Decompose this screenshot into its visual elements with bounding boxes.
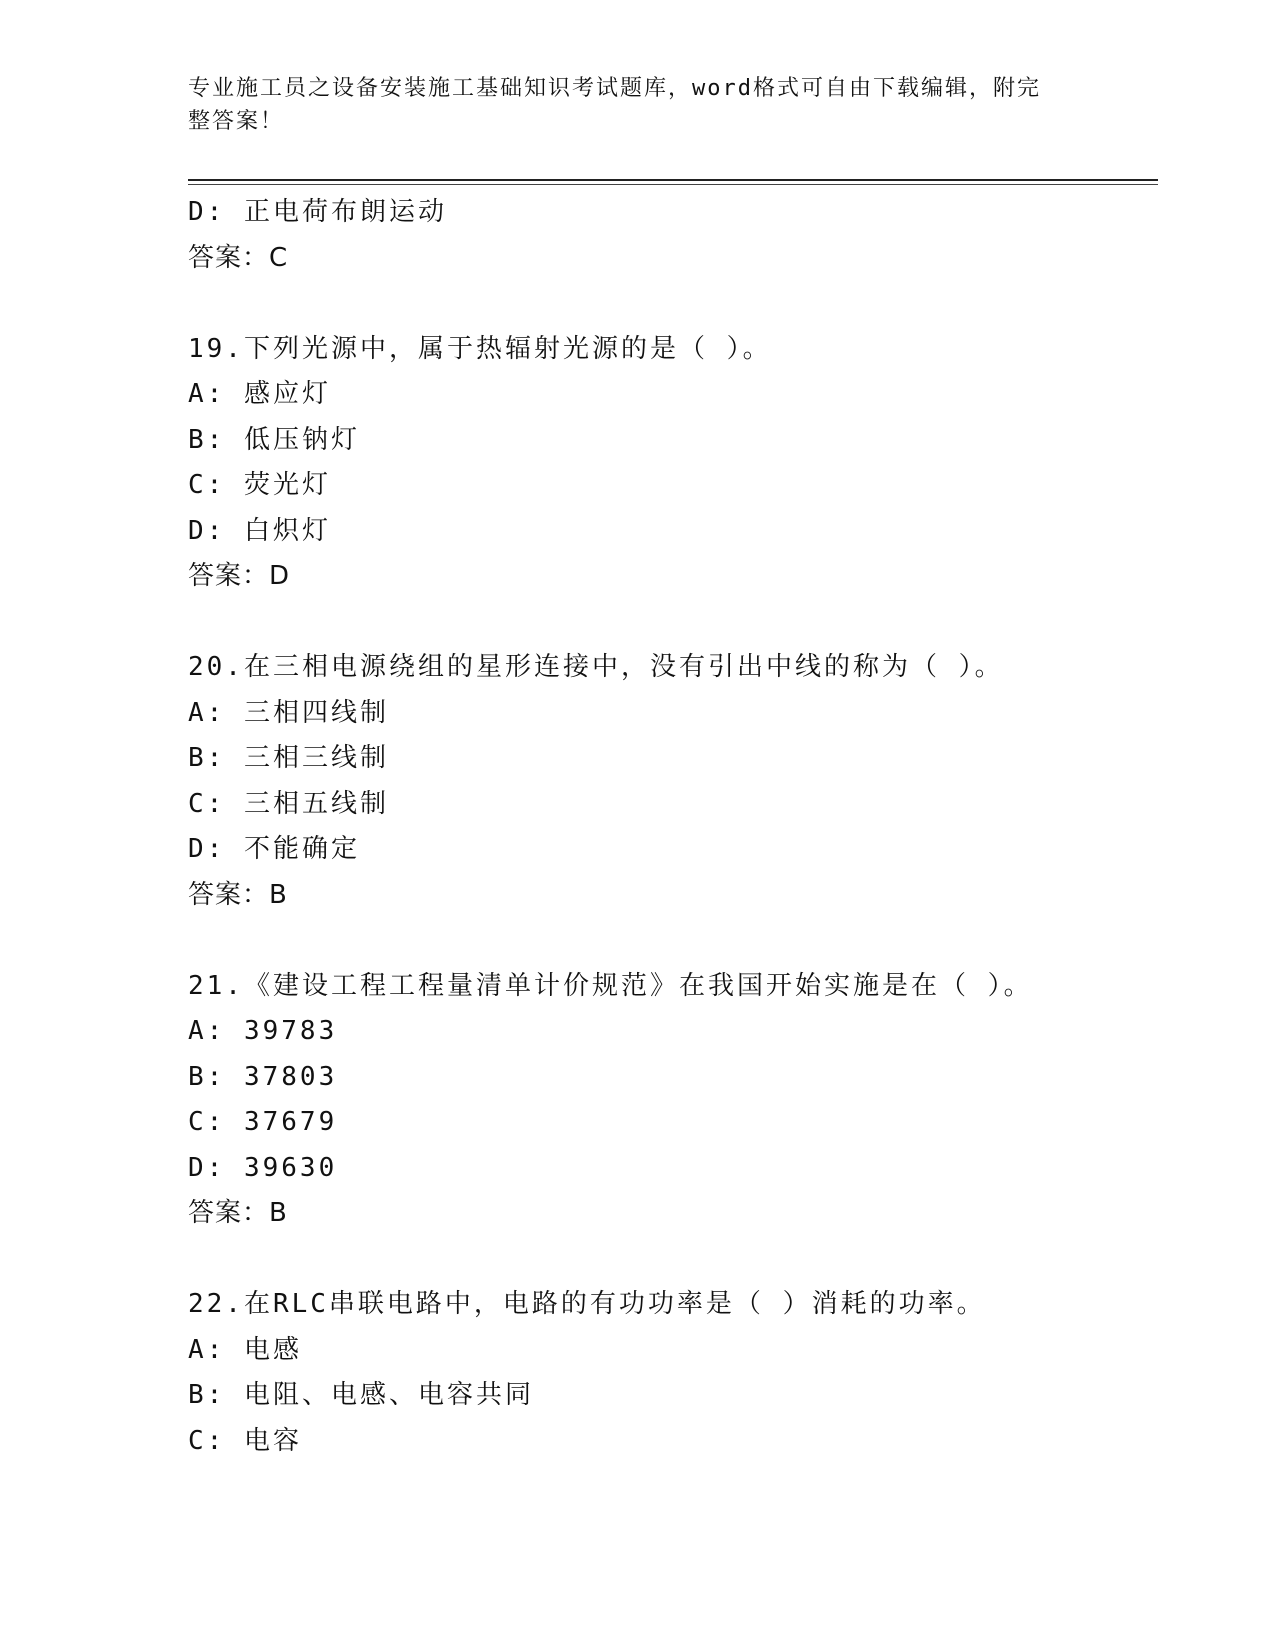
spacer — [188, 1237, 1158, 1283]
option-d: D: 正电荷布朗运动 — [188, 197, 447, 227]
option-a: A: 感应灯 — [188, 379, 331, 409]
question-list — [188, 190, 1158, 1464]
document-header — [188, 72, 1088, 138]
option-b: B: 低压钠灯 — [188, 424, 360, 455]
header-divider-thin — [188, 184, 1158, 185]
header-divider-thick — [188, 179, 1158, 181]
answer-line: 答案：C — [188, 242, 289, 273]
option-b: B: 电阻、电感、电容共同 — [188, 1380, 534, 1410]
header-line-1: 专业施工员之设备安装施工基础知识考试题库，word格式可自由下载编辑，附完 — [188, 76, 1041, 101]
spacer — [188, 281, 1158, 327]
answer-line: 答案：B — [188, 1198, 288, 1228]
option-c: C: 37679 — [188, 1107, 338, 1137]
option-d: D: 白炽灯 — [188, 515, 331, 546]
option-a: A: 39783 — [188, 1016, 338, 1046]
question-stem: 19.下列光源中，属于热辐射光源的是（ ）。 — [188, 333, 772, 364]
option-c: C: 三相五线制 — [188, 788, 389, 819]
question-20 — [188, 645, 1158, 918]
option-d: D: 39630 — [188, 1152, 338, 1183]
question-stem: 22.在RLC串联电路中，电路的有功功率是（ ）消耗的功率。 — [188, 1289, 986, 1319]
answer-line: 答案：D — [188, 561, 291, 591]
option-a: A: 三相四线制 — [188, 697, 389, 728]
previous-question-tail — [188, 190, 1158, 281]
option-a: A: 电感 — [188, 1334, 302, 1365]
question-19 — [188, 327, 1158, 600]
spacer — [188, 918, 1158, 964]
question-22 — [188, 1282, 1158, 1464]
answer-line: 答案：B — [188, 879, 288, 910]
header-line-2: 整答案！ — [188, 109, 285, 134]
question-stem: 20.在三相电源绕组的星形连接中，没有引出中线的称为（ ）。 — [188, 652, 1004, 682]
spacer — [188, 600, 1158, 646]
option-c: C: 荧光灯 — [188, 470, 331, 500]
question-stem: 21.《建设工程工程量清单计价规范》在我国开始实施是在（ ）。 — [188, 970, 1033, 1001]
option-b: B: 三相三线制 — [188, 743, 389, 773]
option-b: B: 37803 — [188, 1061, 338, 1092]
option-c: C: 电容 — [188, 1425, 302, 1456]
question-21 — [188, 964, 1158, 1237]
option-d: D: 不能确定 — [188, 834, 360, 864]
